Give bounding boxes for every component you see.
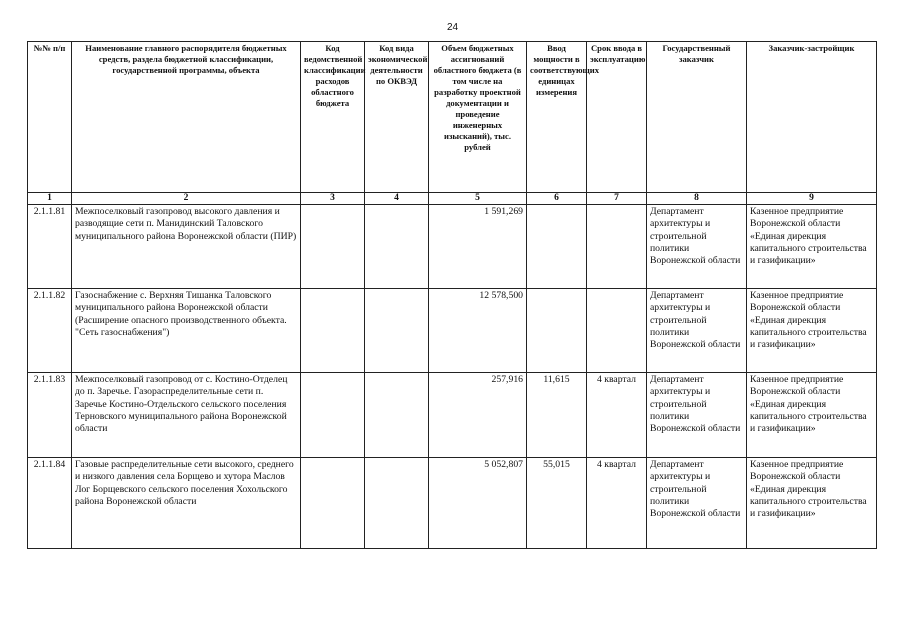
row-number: 2.1.1.83: [28, 373, 72, 458]
state-customer: Департамент архитектуры и строительной политики Воронежской области: [647, 205, 747, 289]
okved-code: [365, 289, 429, 373]
column-number: 5: [429, 193, 527, 205]
header-cell-number: №№ п/п: [28, 42, 72, 193]
vedomstv-code: [301, 205, 365, 289]
row-number: 2.1.1.84: [28, 458, 72, 549]
state-customer: Департамент архитектуры и строительной политики Воронежской области: [647, 458, 747, 549]
table-row: [28, 373, 877, 458]
budget-table: [27, 41, 877, 549]
header-cell-capacity: Ввод мощности в соответствующих единицах измерения: [527, 42, 587, 193]
page-number: 24: [446, 22, 459, 33]
budget-amount: 5 052,807: [429, 458, 527, 549]
column-number: 9: [747, 193, 877, 205]
row-number: 2.1.1.81: [28, 205, 72, 289]
state-customer: Департамент архитектуры и строительной политики Воронежской области: [647, 289, 747, 373]
column-number: 7: [587, 193, 647, 205]
commissioning-term: [587, 205, 647, 289]
column-number-row: [28, 193, 877, 205]
commissioning-term: 4 квартал: [587, 458, 647, 549]
header-cell-budget-amount: Объем бюджетных ассигнований областного бюджета (в том числе на разработку проектной документации и проведение инженерных изысканий), тыс. рублей: [429, 42, 527, 193]
column-number: 3: [301, 193, 365, 205]
header-cell-state-customer: Государственный заказчик: [647, 42, 747, 193]
object-name: Межпоселковый газопровод высокого давления и разводящие сети п. Манидинский Таловского муниципального района Воронежской области (ПИР): [72, 205, 301, 289]
commissioning-term: 4 квартал: [587, 373, 647, 458]
header-cell-okved-code: Код вида экономической деятельности по ОКВЭД: [365, 42, 429, 193]
builder: Казенное предприятие Воронежской области «Единая дирекция капитального строительства и газификации»: [747, 289, 877, 373]
budget-amount: 257,916: [429, 373, 527, 458]
header-cell-name: Наименование главного распорядителя бюджетных средств, раздела бюджетной классификации, государственной программы, объекта: [72, 42, 301, 193]
vedomstv-code: [301, 373, 365, 458]
object-name: Газовые распределительные сети высокого, среднего и низкого давления села Борщево и хутора Маслов Лог Борщевского сельского поселения Хохольского района Воронежской области: [72, 458, 301, 549]
capacity: 11,615: [527, 373, 587, 458]
okved-code: [365, 373, 429, 458]
table-row: [28, 458, 877, 549]
header-cell-builder: Заказчик-застройщик: [747, 42, 877, 193]
table-row: [28, 289, 877, 373]
header-row: [28, 42, 877, 193]
header-cell-vedomstv-code: Код ведомственной классификации расходов областного бюджета: [301, 42, 365, 193]
vedomstv-code: [301, 289, 365, 373]
budget-amount: 12 578,500: [429, 289, 527, 373]
row-number: 2.1.1.82: [28, 289, 72, 373]
builder: Казенное предприятие Воронежской области «Единая дирекция капитального строительства и газификации»: [747, 458, 877, 549]
object-name: Газоснабжение с. Верхняя Тишанка Таловского муниципального района Воронежской области (Расширение опасного производственного объекта. "Сеть газоснабжения"): [72, 289, 301, 373]
capacity: [527, 289, 587, 373]
builder: Казенное предприятие Воронежской области «Единая дирекция капитального строительства и газификации»: [747, 205, 877, 289]
commissioning-term: [587, 289, 647, 373]
column-number: 4: [365, 193, 429, 205]
budget-amount: 1 591,269: [429, 205, 527, 289]
state-customer: Департамент архитектуры и строительной политики Воронежской области: [647, 373, 747, 458]
column-number: 8: [647, 193, 747, 205]
builder: Казенное предприятие Воронежской области «Единая дирекция капитального строительства и газификации»: [747, 373, 877, 458]
okved-code: [365, 458, 429, 549]
okved-code: [365, 205, 429, 289]
capacity: [527, 205, 587, 289]
table-row: [28, 205, 877, 289]
header-cell-term: Срок ввода в эксплуатацию: [587, 42, 647, 193]
vedomstv-code: [301, 458, 365, 549]
column-number: 6: [527, 193, 587, 205]
object-name: Межпоселковый газопровод от с. Костино-Отделец до п. Заречье. Газораспределительные сети п. Заречье Костино-Отдельского сельского поселения Терновского муниципального района Воронежской области: [72, 373, 301, 458]
column-number: 2: [72, 193, 301, 205]
capacity: 55,015: [527, 458, 587, 549]
column-number: 1: [28, 193, 72, 205]
